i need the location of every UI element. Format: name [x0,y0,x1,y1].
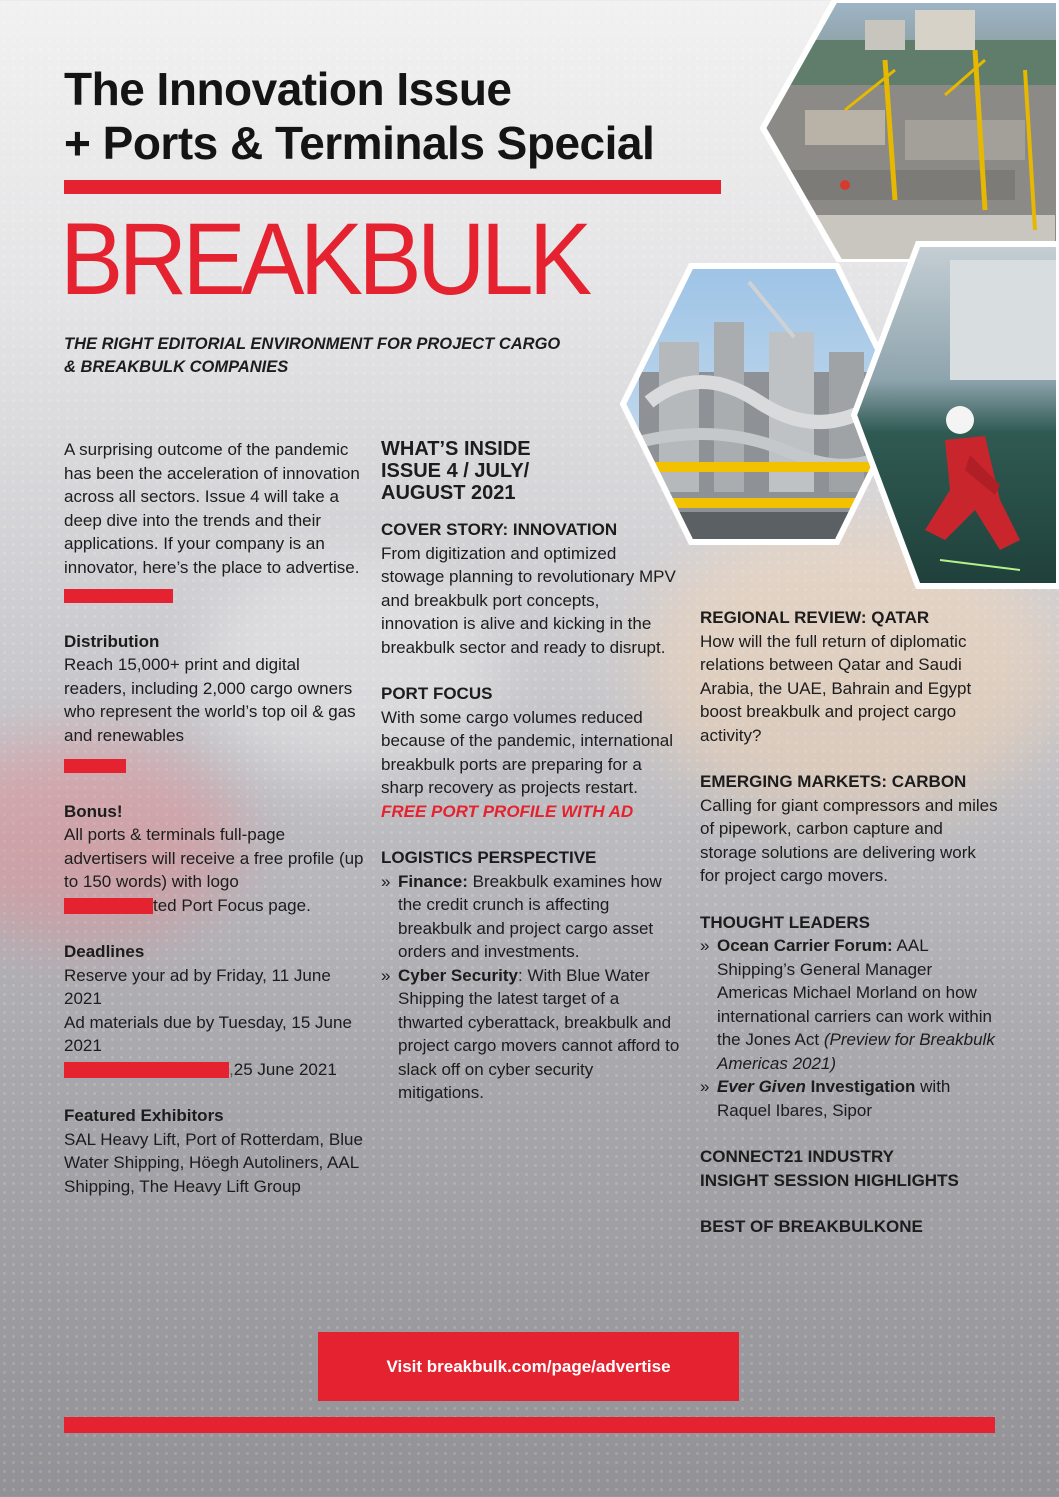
free-profile-highlight: FREE PORT PROFILE WITH AD [381,801,634,821]
breakbulk-logo: BREAKBULK [60,202,588,316]
logistics-heading: LOGISTICS PERSPECTIVE [381,848,597,867]
cover-story-text: From digitization and optimized stowage planning to revolutionary MPV and breakbulk port concepts, innovation is alive and kicking in the breakbulk sector and ready to disrupt. [381,543,676,657]
deadline-reserve: Reserve your ad by Friday, 11 June 2021 [64,965,331,1008]
advertise-link-label[interactable]: Visit breakbulk.com/page/advertise [386,1356,671,1376]
tagline [64,333,664,379]
exhibitors-heading: Featured Exhibitors [64,1106,224,1125]
worker-on-deck-photo [850,240,1059,590]
list-item [381,870,681,964]
deadlines-heading: Deadlines [64,942,145,961]
left-column [64,438,364,1198]
bullet-mark: » [700,1077,710,1096]
tagline-line-1: THE RIGHT EDITORIAL ENVIRONMENT FOR PROJECT CARGO [64,335,561,353]
bonus-tail: ted Port Focus page. [153,895,311,915]
connect21-line-2: INSIGHT SESSION HIGHLIGHTS [700,1170,959,1190]
investigation-label: Investigation [810,1077,916,1096]
intro-text: A surprising outcome of the pandemic has been the acceleration of innovation across all sectors. Issue 4 will take a deep dive into the trends and their applications. If your company is an innovator, here’s the place to advertise. [64,440,360,577]
bonus-text: All ports & terminals full-page advertisers will receive a free profile (up to 150 words) with logo [64,825,364,891]
inside-title-line-2: ISSUE 4 / JULY/ [381,460,530,482]
bullet-mark: » [381,871,391,891]
ever-given-label: Ever Given [717,1077,806,1096]
bullet-mark: » [700,936,710,955]
cyber-text: : With Blue Water Shipping the latest target of a thwarted cyberattack, breakbulk and project cargo movers cannot afford to slack off on cyber security mitigations. [398,965,680,1102]
ever-given-text: with Raquel Ibares, Sipor [717,1077,951,1120]
qatar-text: How will the full return of diplomatic relations between Qatar and Saudi Arabia, the UAE, Bahrain and Egypt boost breakbulk and project cargo activity? [700,631,972,745]
deadline-materials: Ad materials due by Tuesday, 15 June 2021 [64,1012,352,1055]
ocean-forum-label: Ocean Carrier Forum: [717,936,893,955]
whats-inside-title [381,438,581,504]
ocean-forum-text: AAL Shipping’s General Manager Americas Michael Morland on how international carriers can work within the Jones Act [717,936,992,1049]
inside-title-line-1: WHAT’S INSIDE [381,438,531,460]
cyber-label: Cyber Security [398,965,518,985]
thought-leaders-heading: THOUGHT LEADERS [700,912,870,932]
redaction-bar [64,583,364,607]
connect21-line-1: CONNECT21 INDUSTRY [700,1147,894,1166]
list-item [700,1075,1000,1122]
list-item [700,934,1000,1075]
cover-story-heading: COVER STORY: INNOVATION [381,520,618,539]
bonus-heading: Bonus! [64,801,123,821]
bonus-text-tail [64,894,364,918]
distribution-heading: Distribution [64,631,160,651]
deadline-redacted: ,25 June 2021 [64,1058,364,1082]
distribution-text: Reach 15,000+ print and digital readers, including 2,000 cargo owners who represent the world’s top oil & gas and renewables [64,655,356,745]
connect21-heading [700,1145,1000,1192]
finance-label: Finance: [398,871,468,891]
issue-title [64,62,654,170]
title-line-2: + Ports & Terminals Special [64,117,655,169]
port-focus-heading: PORT FOCUS [381,684,493,703]
deadline-tail: 25 June 2021 [233,1059,337,1079]
list-item [381,964,681,1105]
advertise-link-button[interactable] [318,1332,739,1401]
ocean-forum-note: (Preview for Breakbulk Americas 2021) [717,1030,995,1073]
carbon-heading: EMERGING MARKETS: CARBON [700,772,967,791]
bullet-mark: » [381,965,391,985]
exhibitors-text: SAL Heavy Lift, Port of Rotterdam, Blue Water Shipping, Höegh Autoliners, AAL Shipping, The Heavy Lift Group [64,1129,363,1196]
inside-title-line-3: AUGUST 2021 [381,482,516,504]
redaction-bar [64,753,364,777]
finance-text: Breakbulk examines how the credit crunch is affecting breakbulk and project cargo asset orders and investments. [398,871,662,961]
tagline-line-2: & BREAKBULK COMPANIES [64,358,289,376]
carbon-text: Calling for giant compressors and miles of pipework, carbon capture and storage solutions are delivering work for project cargo movers. [700,795,998,885]
qatar-heading: REGIONAL REVIEW: QATAR [700,608,930,627]
red-divider-bottom [64,1417,995,1433]
port-aerial-photo [745,0,1059,262]
port-focus-body: With some cargo volumes reduced because of the pandemic, international breakbulk ports are preparing for a sharp recovery as projects restart. [381,707,674,797]
port-focus-text [381,706,681,824]
middle-column [381,438,681,1105]
right-column [700,606,1000,1239]
red-divider-top [64,180,721,194]
best-of-heading: BEST OF BREAKBULKONE [700,1217,923,1236]
title-line-1: The Innovation Issue [64,63,512,115]
